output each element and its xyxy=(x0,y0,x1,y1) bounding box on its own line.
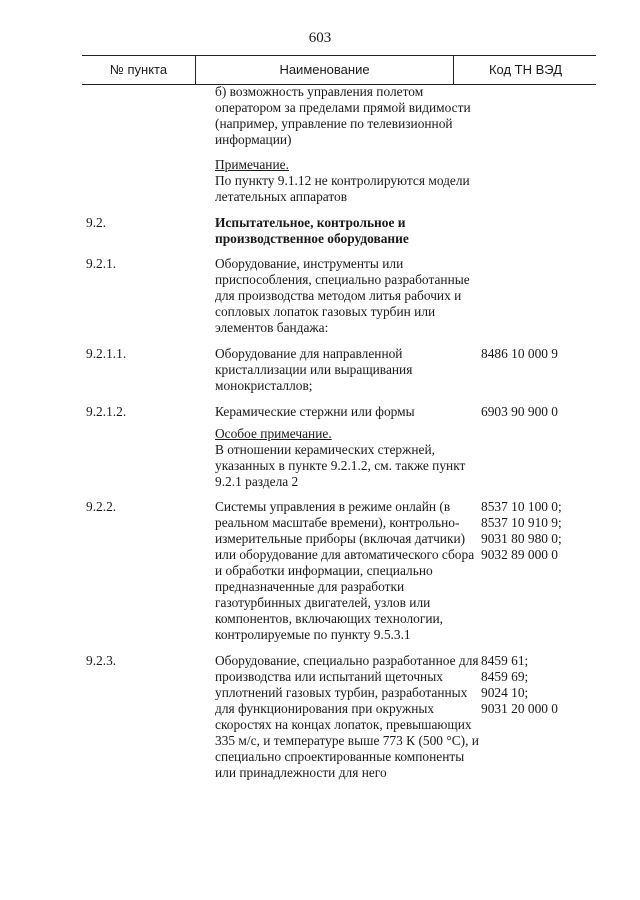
note-text: По пункту 9.1.12 не контролируются модели летательных аппаратов xyxy=(215,173,470,204)
code-value: 9024 10; xyxy=(481,685,529,700)
page-number: 603 xyxy=(308,30,332,46)
item-text: б) возможность управления полетом оператором за пределами прямой видимости (например, управление по телевизионной информации) xyxy=(215,84,471,147)
code-value: 8459 61; xyxy=(481,653,529,668)
item-number: 9.2.1.1. xyxy=(86,346,127,361)
code-value: 8459 69; xyxy=(481,669,529,684)
item-name xyxy=(215,256,479,336)
item-number: 9.2.1.2. xyxy=(86,404,127,419)
item-text: Системы управления в режиме онлайн (в реальном масштабе времени), контрольно-измерительные приборы (включая датчики) или оборудование для автоматического сбора и обработки информации, специально предназначенные для разработки газотурбинных двигателей, узлов или компонентов, включающих технологии, контролируемые по пункту 9.5.3.1 xyxy=(215,499,475,642)
item-codes xyxy=(479,256,596,336)
item-name xyxy=(215,157,479,205)
table-header xyxy=(82,55,596,85)
item-name xyxy=(215,499,479,643)
table-row xyxy=(82,653,596,781)
item-codes xyxy=(479,346,596,394)
item-name xyxy=(215,215,479,247)
item-name xyxy=(215,84,479,148)
item-codes xyxy=(479,426,596,490)
code-value: 8537 10 910 9; xyxy=(481,515,562,530)
code-value: 8537 10 100 0; xyxy=(481,499,562,514)
item-codes xyxy=(479,215,596,247)
code-value: 9031 80 980 0; xyxy=(481,531,562,546)
note-title: Примечание. xyxy=(215,157,289,172)
item-number xyxy=(82,426,215,490)
item-name xyxy=(215,426,479,490)
table-row xyxy=(82,499,596,643)
item-name xyxy=(215,653,479,781)
code-value: 8486 10 000 9 xyxy=(481,346,558,361)
table-row xyxy=(82,84,596,148)
header-code: Код ТН ВЭД xyxy=(453,56,597,84)
table-row xyxy=(82,404,596,420)
item-text: Оборудование, специально разработанное для производства или испытаний щеточных уплотнений газовых турбин, разработанных для функционирования при окружных скоростях на концах лопаток, превышающих 335 м/с, и температуре выше 773 К (500 °С), и специально спроектированные компоненты или принадлежности для него xyxy=(215,653,479,780)
item-codes xyxy=(479,499,596,643)
item-name xyxy=(215,346,479,394)
note-text: В отношении керамических стержней, указанных в пункте 9.2.1.2, см. также пункт 9.2.1 раздела 2 xyxy=(215,442,466,489)
code-value: 6903 90 900 0 xyxy=(481,404,558,419)
item-name xyxy=(215,404,479,420)
item-number: 9.2. xyxy=(86,215,107,230)
header-item-number: № пункта xyxy=(109,62,168,77)
item-codes xyxy=(479,404,596,420)
item-text: Оборудование, инструменты или приспособления, специально разработанные для производства методом литья рабочих и сопловых лопаток газовых турбин или элементов бандажа: xyxy=(215,256,470,335)
item-codes xyxy=(479,84,596,148)
section-title: Испытательное, контрольное и производственное оборудование xyxy=(215,215,409,246)
item-number xyxy=(82,157,215,205)
table-row xyxy=(82,215,596,247)
item-text: Оборудование для направленной кристаллизации или выращивания монокристаллов; xyxy=(215,346,413,393)
header-name: Наименование xyxy=(195,56,453,84)
table-row xyxy=(82,157,596,205)
table-row xyxy=(82,256,596,336)
code-value: 9031 20 000 0 xyxy=(481,701,558,716)
table-body xyxy=(82,84,596,781)
item-codes xyxy=(479,157,596,205)
note-title: Особое примечание. xyxy=(215,426,332,441)
table-row xyxy=(82,346,596,394)
item-text: Керамические стержни или формы xyxy=(215,404,415,419)
item-number: 9.2.2. xyxy=(86,499,117,514)
item-number xyxy=(82,84,215,148)
item-number: 9.2.1. xyxy=(86,256,117,271)
code-value: 9032 89 000 0 xyxy=(481,547,558,562)
item-codes xyxy=(479,653,596,781)
table-row xyxy=(82,426,596,490)
item-number: 9.2.3. xyxy=(86,653,117,668)
